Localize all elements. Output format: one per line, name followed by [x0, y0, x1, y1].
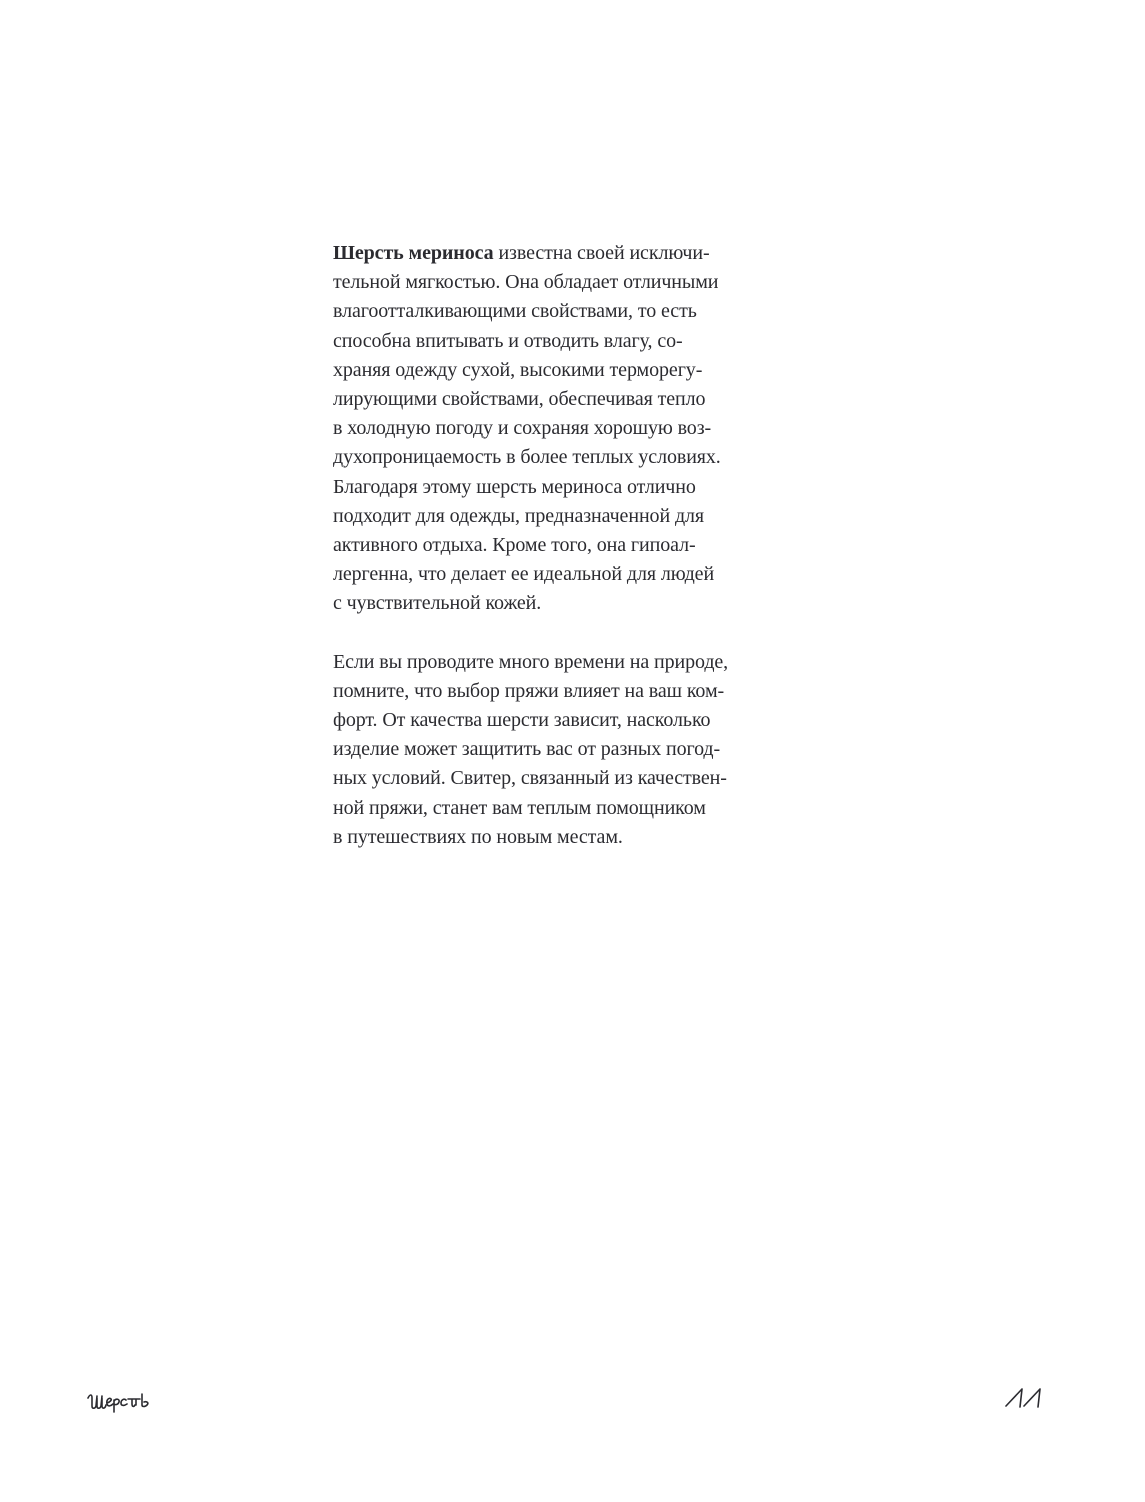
handwritten-section-title [86, 1384, 186, 1414]
text-line: форт. От качества шерсти зависит, насколько [333, 709, 711, 732]
paragraph-merino [333, 239, 803, 619]
text-line [333, 239, 803, 268]
footer-section-title [86, 1384, 186, 1414]
lead-term: Шерсть мериноса [333, 242, 494, 264]
text-line: с чувствительной кожей. [333, 592, 542, 615]
handwritten-page-number [1004, 1384, 1048, 1414]
text-line: помните, что выбор пряжи влияет на ваш ком- [333, 679, 725, 702]
article-body [333, 239, 803, 852]
text-line: в холодную погоду и сохраняя хорошую воз- [333, 417, 712, 440]
footer-page-number [1004, 1384, 1048, 1414]
text-line: изделие может защитить вас от разных погод- [333, 738, 721, 761]
text-line: лирующими свойствами, обеспечивая тепло [333, 388, 706, 411]
text-line: духопроницаемость в более теплых условиях. [333, 446, 721, 469]
text-line: в путешествиях по новым местам. [333, 825, 623, 848]
text-line: ных условий. Свитер, связанный из качествен- [333, 767, 727, 790]
text-line: влагоотталкивающими свойствами, то есть [333, 300, 697, 323]
text-line: ной пряжи, станет вам теплым помощником [333, 796, 706, 819]
text-line: способна впитывать и отводить влагу, со- [333, 329, 683, 352]
text-line-content: известна своей исключи- [493, 242, 710, 264]
text-line: лергенна, что делает ее идеальной для людей [333, 563, 715, 586]
text-line: храняя одежду сухой, высокими терморегу- [333, 358, 703, 381]
text-line: Если вы проводите много времени на природе, [333, 650, 729, 673]
paragraph-outdoor [333, 648, 803, 852]
text-line: Благодаря этому шерсть мериноса отлично [333, 475, 696, 498]
text-line: активного отдыха. Кроме того, она гипоал- [333, 534, 696, 557]
text-line: подходит для одежды, предназначенной для [333, 504, 705, 527]
text-line: тельной мягкостью. Она обладает отличными [333, 271, 719, 294]
